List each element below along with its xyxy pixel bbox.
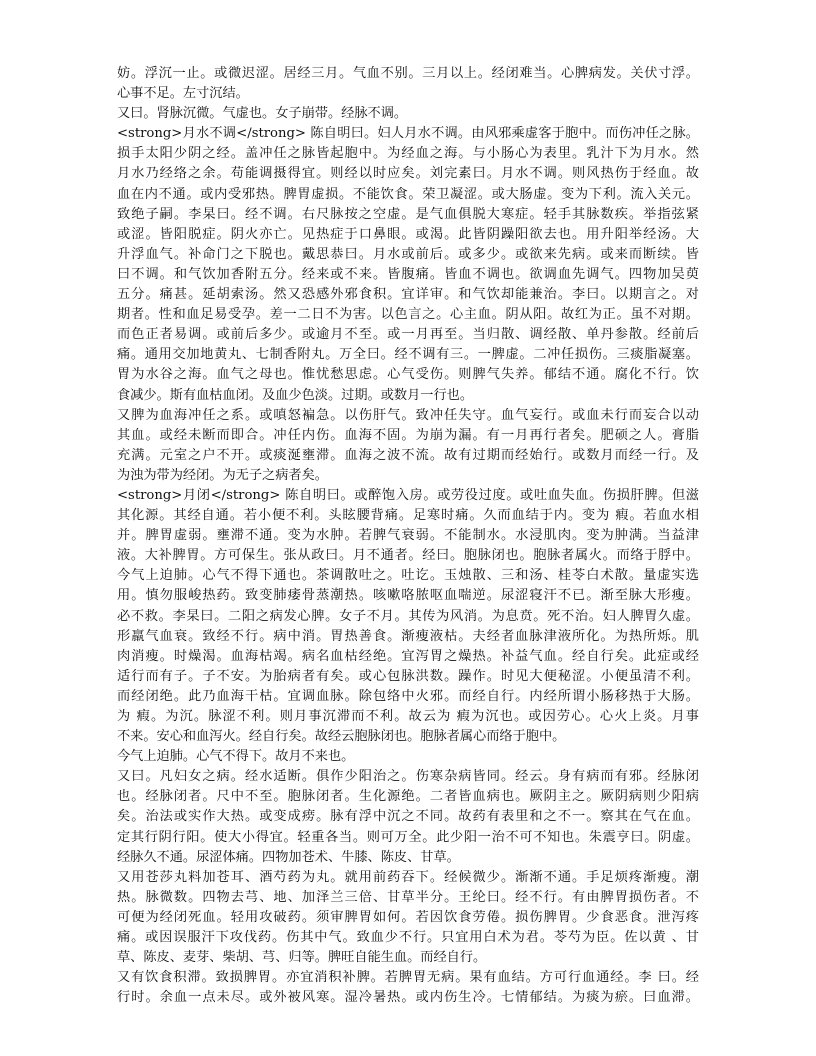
text-line: 痛。或因误服汗下攻伐药。伤其中气。致血少不行。只宜用白术为君。苓芍为臣。佐以黄 、甘 [117, 930, 699, 946]
text-line: 肉消瘦。时燥渴。血海枯竭。病名血枯经绝。宜泻胃之燥热。补益气血。经自行矣。此症或经 [117, 648, 699, 664]
text-line: 为 瘕。为沉。脉涩不利。则月事沉滞而不利。故云为 瘕为沉也。或因劳心。心火上炎。月事 [117, 709, 699, 724]
text-line: 损手太阳少阴之经。盖冲任之脉皆起胞中。为经血之海。与小肠心为表里。乳汁下为月水。然 [117, 146, 699, 162]
text-line: 其血。或经未断而即合。冲任内伤。血海不固。为崩为漏。有一月再行者矣。肥硕之人。膏脂 [117, 427, 699, 443]
text-line: 必不救。李杲曰。二阳之病发心脾。女子不月。其传为风消。为息贲。死不治。妇人脾胃久虚。 [117, 608, 699, 624]
text-line: 五分。痛甚。延胡索汤。然又恐感外邪食积。宜详审。和气饮却能兼治。李曰。以期言之。对 [117, 287, 699, 303]
text-line: <strong>月闭</strong> 陈自明曰。或醉饱入房。或劳役过度。或吐血失血。伤损肝脾。但滋 [117, 487, 699, 503]
text-line: 今气上迫肺。心气不得下通也。茶调散吐之。吐讫。玉烛散、三和汤、桂苓白术散。量虚实选 [117, 568, 699, 584]
text-line: 胃为水谷之海。血气之母也。惟忧愁思虑。心气受伤。则脾气失养。郁结不通。腐化不行。饮 [117, 367, 699, 383]
text-line: 又曰。肾脉沉微。气虚也。女子崩带。经脉不调。 [117, 106, 408, 122]
text-line: 液。大补脾胃。方可保生。张从政曰。月不通者。经曰。胞脉闭也。胞脉者属火。而络于脬中。 [117, 548, 699, 564]
text-line: 适行而有子。子不安。为胎病者有矣。或心包脉洪数。躁作。时见大便秘涩。小便虽清不利。 [117, 668, 699, 684]
text-line: 痛。通用交加地黄丸、七制香附丸。万全曰。经不调有三。一脾虚。二冲任损伤。三痰脂凝塞。 [117, 347, 699, 363]
text-line: 曰不调。和气饮加香附五分。经来或不来。皆腹痛。皆血不调也。欲调血先调气。四物加吴萸 [117, 266, 699, 282]
text-line: <strong>月水不调</strong> 陈自明曰。妇人月水不调。由风邪乘虚客于胞中。而伤冲任之脉。 [117, 126, 699, 142]
text-line: 月水乃经络之余。苟能调摄得宜。则经以时应矣。刘完素曰。月水不调。则风热伤于经血。故 [117, 166, 699, 182]
text-line: 而经闭绝。此乃血海干枯。宜调血脉。除包络中火邪。而经自行。内经所谓小肠移热于大肠。 [117, 688, 699, 704]
text-line: 今气上迫肺。心气不得下。故月不来也。 [117, 749, 355, 765]
text-line: 食减少。斯有血枯血闭。及血少色淡。过期。或数月一行也。 [117, 387, 474, 403]
text-line: 又有饮食积滞。致损脾胃。亦宜消积补脾。若脾胃无病。果有血结。方可行血通经。李 曰。经 [117, 970, 699, 986]
text-line: 而色正者易调。或前后多少。或逾月不至。或一月再至。当归散、调经散、单丹参散。经前后 [117, 327, 699, 343]
text-line: 又用苍莎丸料加苍耳、酒芍药为丸。就用前药吞下。经候微少。渐渐不通。手足烦疼渐瘦。潮 [117, 869, 699, 885]
text-line: 又曰。凡妇女之病。经水适断。俱作少阳治之。伤寒杂病皆同。经云。身有病而有邪。经脉闭 [117, 769, 699, 785]
text-line: 血在内不通。或内受邪热。脾胃虚损。不能饮食。荣卫凝涩。或大肠虚。变为下利。流入关元。 [117, 186, 699, 202]
text-line: 充满。元室之户不开。或痰涎壅滞。血海之波不流。故有过期而经始行。或数月而经一行。及 [117, 447, 699, 463]
text-line: 为浊为带为经闭。为无子之病者矣。 [117, 467, 328, 483]
text-line: 形羸气血衰。致经不行。病中消。胃热善食。渐瘦液枯。夫经者血脉津液所化。为热所烁。肌 [117, 628, 699, 644]
text-line: 也。经脉闭者。尺中不至。胞脉闭者。生化源绝。二者皆血病也。厥阴主之。厥阴病则少阳病 [117, 789, 699, 805]
text-line: 又脾为血海冲任之系。或嗔怒褊急。以伤肝气。致冲任失守。血气妄行。或血未行而妄合以动 [117, 407, 699, 423]
text-line: 或涩。皆阳脱症。阴火亦亡。见热症于口鼻眼。或渴。此皆阴躁阳欲去也。用升阳举经汤。大 [117, 226, 699, 242]
text-line: 行时。余血一点未尽。或外被风寒。湿冷暑热。或内伤生冷。七情郁结。为痰为瘀。曰血滞。 [117, 990, 699, 1006]
text-line: 不来。安心和血泻火。经自行矣。故经云胞脉闭也。胞脉者属心而络于胞中。 [117, 729, 566, 745]
text-line: 妨。浮沉一止。或微迟涩。居经三月。气血不别。三月以上。经闭难当。心脾病发。关伏寸浮。 [117, 66, 699, 81]
text-line: 用。慎勿服峻热药。致变肺痿骨蒸潮热。咳嗽咯脓呕血喘逆。尿涩寝汗不已。渐至脉大形瘦。 [117, 588, 699, 604]
text-line: 热。脉微数。四物去芎、地、加泽兰三倍、甘草半分。王纶曰。经不行。有由脾胃损伤者。不 [117, 889, 699, 905]
text-line: 可便为经闭死血。轻用攻破药。须审脾胃如何。若因饮食劳倦。损伤脾胃。少食恶食。泄泻疼 [117, 909, 699, 925]
text-line: 定其行阴行阳。使大小得宜。轻重各当。则可万全。此少阳一治不可不知也。朱震亨曰。阴虚。 [117, 829, 699, 845]
text-line: 心事不足。左寸沉结。 [117, 86, 249, 102]
text-line: 草、陈皮、麦芽、柴胡、芎、归等。脾旺自能生血。而经自行。 [117, 950, 487, 966]
text-line: 其化源。其经自通。若小便不利。头眩腰背痛。足寒时痛。久而血结于内。变为 瘕。若血水相 [117, 508, 699, 524]
text-line: 期者。性和血足易受孕。差一二日不为害。以色言之。心主血。阴从阳。故红为正。虽不对期。 [117, 307, 699, 323]
text-line: 经脉久不通。尿涩体痛。四物加苍术、牛膝、陈皮、甘草。 [117, 849, 460, 865]
text-line: 升浮血气。补命门之下脱也。戴思恭曰。月水或前后。或多少。或欲来先病。或来而断续。皆 [117, 246, 699, 262]
text-line: 并。脾胃虚弱。壅滞不通。变为水肿。若脾气衰弱。不能制水。水浸肌肉。变为肿满。当益津 [117, 528, 699, 544]
text-line: 矣。治法或实作大热。或变成痨。脉有浮中沉之不同。故药有表里和之不一。察其在气在血。 [117, 809, 699, 825]
text-line: 致绝子嗣。李杲曰。经不调。右尺脉按之空虚。是气血俱脱大寒症。轻手其脉数疾。举指弦紧 [117, 206, 699, 222]
document-page [117, 64, 699, 1008]
